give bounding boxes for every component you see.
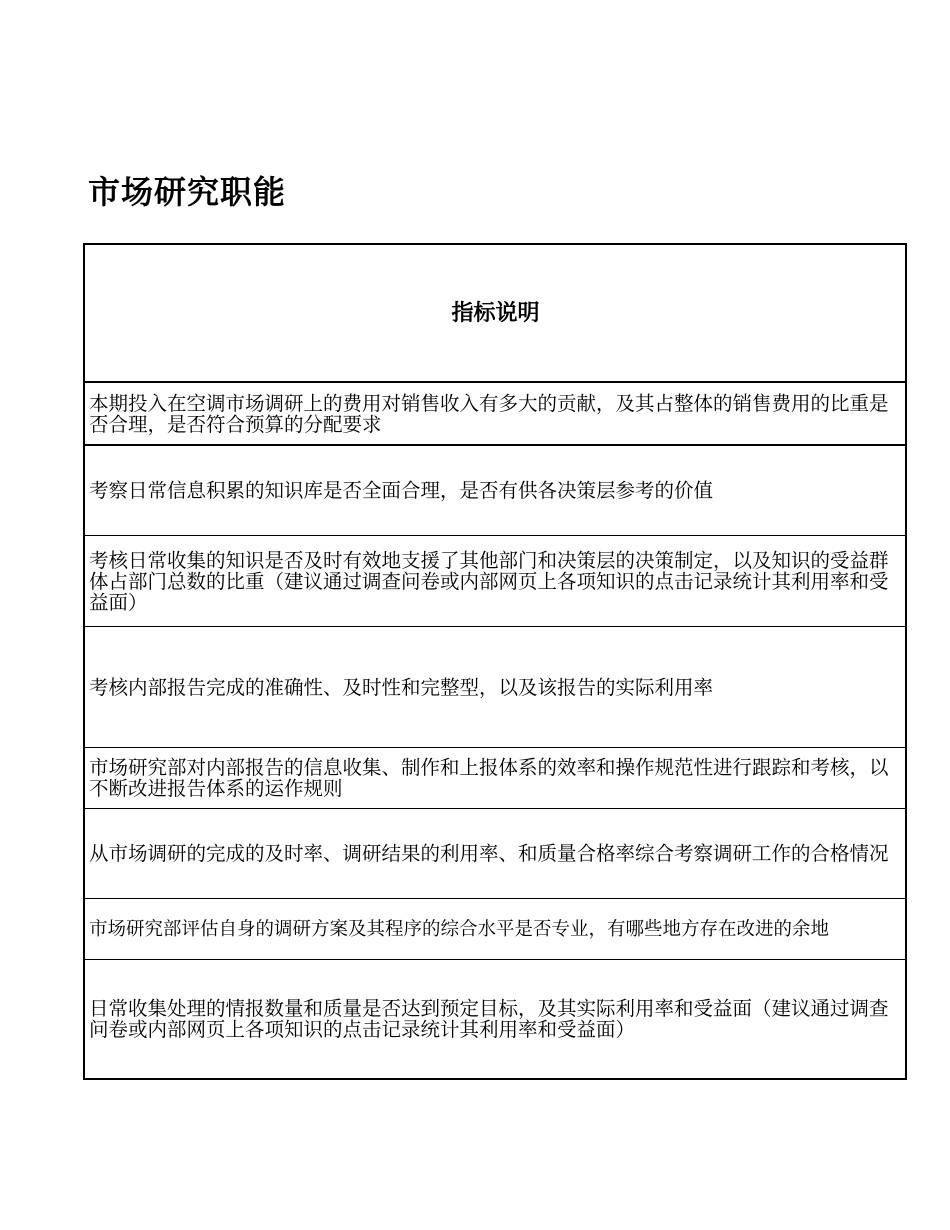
table-row xyxy=(84,445,906,536)
table-cell: 考核内部报告完成的准确性、及时性和完整型，以及该报告的实际利用率 xyxy=(84,627,906,748)
page-title: 市场研究职能 xyxy=(88,173,287,211)
table-row xyxy=(84,899,906,960)
table-cell: 市场研究部评估自身的调研方案及其程序的综合水平是否专业，有哪些地方存在改进的余地 xyxy=(84,899,906,960)
table-cell: 日常收集处理的情报数量和质量是否达到预定目标，及其实际利用率和受益面（建议通过调查问卷或内部网页上各项知识的点击记录统计其利用率和受益面） xyxy=(84,960,906,1080)
table-row xyxy=(84,960,906,1080)
table-header-metric-description: 指标说明 xyxy=(84,244,906,382)
table-cell: 考察日常信息积累的知识库是否全面合理，是否有供各决策层参考的价值 xyxy=(84,445,906,536)
table-header-row xyxy=(84,244,906,382)
table-cell: 考核日常收集的知识是否及时有效地支援了其他部门和决策层的决策制定，以及知识的受益群体占部门总数的比重（建议通过调查问卷或内部网页上各项知识的点击记录统计其利用率和受益面） xyxy=(84,536,906,627)
table-cell: 从市场调研的完成的及时率、调研结果的利用率、和质量合格率综合考察调研工作的合格情况 xyxy=(84,809,906,899)
table-cell: 市场研究部对内部报告的信息收集、制作和上报体系的效率和操作规范性进行跟踪和考核，以不断改进报告体系的运作规则 xyxy=(84,748,906,809)
table-row xyxy=(84,748,906,809)
table-row xyxy=(84,536,906,627)
table-row xyxy=(84,382,906,445)
table-row xyxy=(84,627,906,748)
table-cell: 本期投入在空调市场调研上的费用对销售收入有多大的贡献，及其占整体的销售费用的比重是否合理，是否符合预算的分配要求 xyxy=(84,382,906,445)
table-row xyxy=(84,809,906,899)
metrics-table xyxy=(83,243,907,1080)
